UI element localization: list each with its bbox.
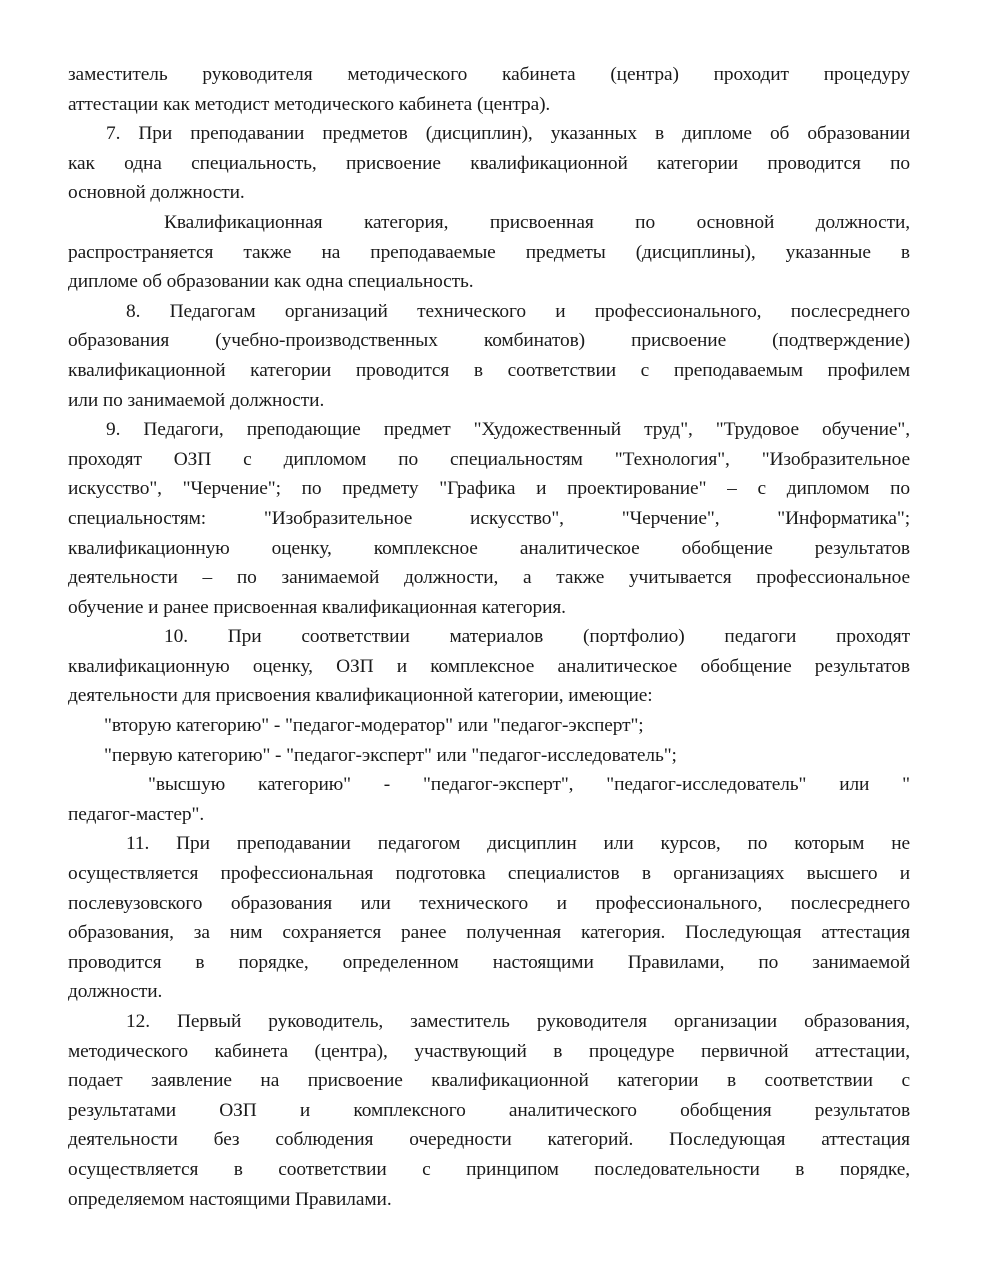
text-line: или по занимаемой должности. (68, 389, 325, 411)
text-line: результатами ОЗП и комплексного аналитического обобщения результатов (68, 1099, 910, 1121)
text-line: деятельности – по занимаемой должности, а также учитывается профессиональное (68, 567, 910, 589)
paragraph-7-note (68, 208, 910, 297)
text-line: 12. Первый руководитель, заместитель руководителя организации образования, (126, 1011, 910, 1032)
text-line: 7. При преподавании предметов (дисциплин), указанных в дипломе об образовании (106, 123, 910, 145)
text-line: 10. При соответствии материалов (портфолио) педагоги проходят (164, 626, 910, 648)
text-line: проходят ОЗП с дипломом по специальностям "Технология", "Изобразительное (68, 448, 910, 470)
text-line: деятельности для присвоения квалификационной категории, имеющие: (68, 685, 653, 707)
text-line: определяемом настоящими Правилами. (68, 1188, 392, 1210)
text-line: искусство", "Черчение"; по предмету "Графика и проектирование" – с дипломом по (68, 478, 910, 500)
text-line: специальностям: "Изобразительное искусство", "Черчение", "Информатика"; (68, 507, 910, 529)
paragraph-6-continuation (68, 60, 910, 119)
text-line: осуществляется профессиональная подготовка специалистов в организациях высшего и (68, 863, 910, 885)
paragraph-7 (68, 119, 910, 208)
text-line: основной должности. (68, 182, 245, 204)
text-line: обучение и ранее присвоенная квалификационная категория. (68, 596, 566, 618)
list-item-continuation: педагог-мастер". (68, 803, 205, 825)
text-line: осуществляется в соответствии с принципом последовательности в порядке, (68, 1158, 910, 1180)
text-line: квалификационную оценку, ОЗП и комплексное аналитическое обобщение результатов (68, 655, 910, 677)
text-line: образования, за ним сохраняется ранее полученная категория. Последующая аттестация (68, 922, 910, 944)
text-line: 11. При преподавании педагогом дисциплин или курсов, по которым не (126, 833, 910, 855)
paragraph-11 (68, 829, 910, 1007)
text-line: квалификационной категории проводится в соответствии с преподаваемым профилем (68, 359, 910, 381)
text-line: дипломе об образовании как одна специальность. (68, 271, 474, 293)
document-page (68, 60, 910, 1214)
text-line: послевузовского образования или технического и профессионального, послесреднего (68, 892, 910, 914)
paragraph-8 (68, 297, 910, 415)
list-item: "первую категорию" - "педагог-эксперт" или "педагог-исследователь"; (104, 744, 677, 766)
text-line: заместитель руководителя методического кабинета (центра) проходит процедуру (68, 64, 910, 85)
paragraph-12 (68, 1007, 910, 1214)
list-item: "вторую категорию" - "педагог-модератор" или "педагог-эксперт"; (104, 715, 644, 737)
list-item: "высшую категорию" - "педагог-эксперт", "педагог-исследователь" или " (148, 774, 910, 796)
text-line: 9. Педагоги, преподающие предмет "Художественный труд", "Трудовое обучение", (106, 419, 910, 441)
text-line: распространяется также на преподаваемые предметы (дисциплины), указанные в (68, 241, 910, 263)
text-line: как одна специальность, присвоение квалификационной категории проводится по (68, 152, 910, 174)
paragraph-10-category-list (68, 711, 910, 829)
text-line: деятельности без соблюдения очередности категорий. Последующая аттестация (68, 1129, 910, 1151)
text-line: методического кабинета (центра), участвующий в процедуре первичной аттестации, (68, 1040, 910, 1062)
text-line: аттестации как методист методического кабинета (центра). (68, 93, 551, 115)
text-line: 8. Педагогам организаций технического и профессионального, послесреднего (126, 300, 910, 322)
text-line: подает заявление на присвоение квалификационной категории в соответствии с (68, 1070, 910, 1092)
text-line: образования (учебно-производственных комбинатов) присвоение (подтверждение) (68, 330, 910, 352)
text-line: Квалификационная категория, присвоенная по основной должности, (164, 211, 910, 233)
paragraph-10 (68, 622, 910, 711)
text-line: должности. (68, 981, 163, 1003)
text-line: квалификационную оценку, комплексное аналитическое обобщение результатов (68, 537, 910, 559)
paragraph-9 (68, 415, 910, 622)
text-line: проводится в порядке, определенном настоящими Правилами, по занимаемой (68, 951, 910, 973)
